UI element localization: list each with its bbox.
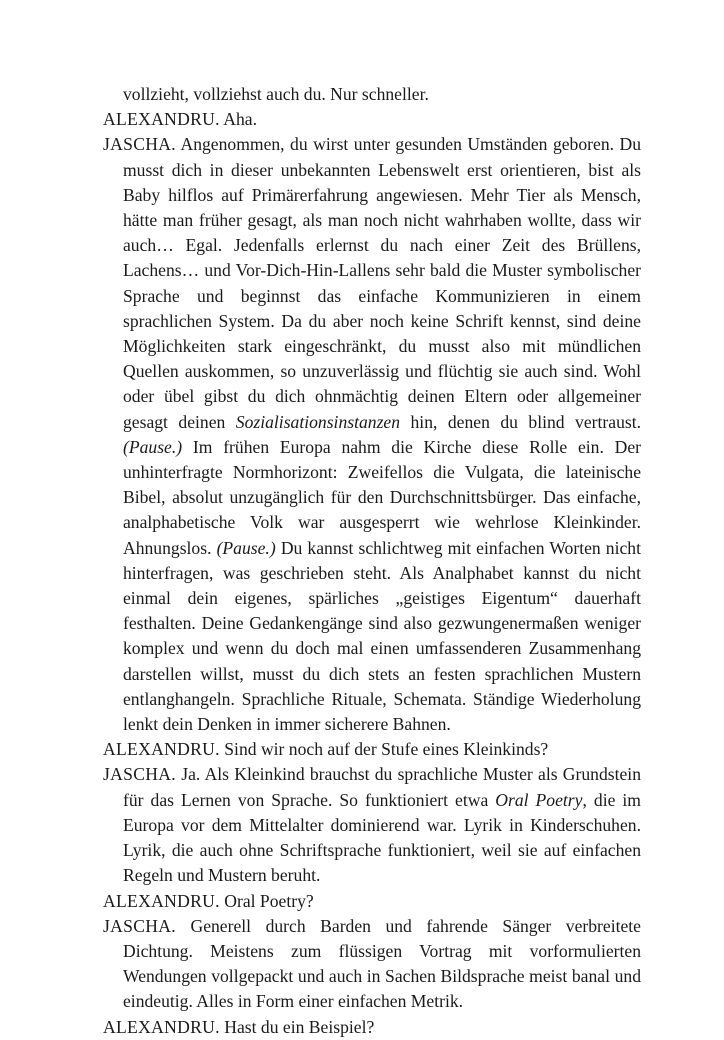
dialogue-text: , die im Europa vor dem Mittelalter dominierend war. Lyrik in Kinderschuhen. Lyrik, die auch ohne Schriftsprache funktioniert, weil sie auf einfachen Regeln und Mustern beruht.: [123, 789, 641, 886]
speaker-name: JASCHA.: [103, 134, 176, 155]
dialogue-text: Angenommen, du wirst unter gesunden Umständen geboren. Du musst dich in dieser unbekannten Lebenswelt erst orientieren, bist als Baby hilflos auf Primärerfahrung angewiesen. Mehr Tier als Mensch, hätte man früher gesagt, als man noch nicht wahrhaben wollte, dass wir auch… Egal. Jedenfalls erlernst du nach einer Zeit des Brüllens, Lachens… und Vor-Dich-Hin-Lallens sehr bald die Muster symbolischer Sprache und beginnst das einfache Kommunizieren in einem sprachlichen System. Da du aber noch keine Schrift kennst, sind deine Möglichkeiten stark eingeschränkt, du musst also mit mündlichen Quellen auskommen, so unzuverlässig und flüchtig sie auch sind. Wohl oder übel gibst du dich ohnmächtig deinen Eltern oder allgemeiner gesagt deinen: [123, 134, 641, 432]
continued-paragraph: [103, 82, 641, 107]
script-text-body: [103, 82, 641, 1040]
dialogue-text: Sind wir noch auf der Stufe eines Kleinkinds?: [219, 739, 549, 760]
dialogue-text: Aha.: [219, 109, 258, 130]
speaker-name: JASCHA.: [103, 915, 176, 936]
dialogue-text: Generell durch Barden und fahrende Sänger verbreitete Dichtung. Meistens zum flüssigen Vortrag mit vorformulierten Wendungen vollgepackt und auch in Sachen Bildsprache meist banal und eindeutig. Alles in Form einer einfachen Metrik.: [123, 915, 641, 1012]
dialogue-paragraph: [103, 1015, 641, 1040]
italic-text: (Pause.): [216, 537, 276, 558]
speaker-name: ALEXANDRU.: [103, 1016, 220, 1037]
speaker-name: ALEXANDRU.: [103, 739, 220, 760]
dialogue-paragraph: [103, 762, 641, 888]
italic-text: Sozialisationsinstanzen: [235, 411, 401, 432]
dialogue-paragraph: [103, 107, 641, 132]
dialogue-text: Ja. Als Kleinkind brauchst du sprachliche Muster als Grundstein für das Lernen von Sprache. So funktioniert etwa: [123, 764, 641, 810]
dialogue-paragraph: [103, 132, 641, 737]
dialogue-text: Im frühen Europa nahm die Kirche diese Rolle ein. Der unhinterfragte Normhorizont: Zweifellos die Vulgata, die lateinische Bibel, absolut unzugänglich für den Durchschnittsbürger. Das einfache, analphabetische Volk war ausgesperrt wie wehrlose Kleinkinder. Ahnungslos.: [123, 436, 641, 558]
speaker-name: ALEXANDRU.: [103, 890, 220, 911]
dialogue-text: hin, denen du blind vertraust.: [400, 411, 642, 432]
dialogue-text: vollzieht, vollziehst auch du. Nur schneller.: [123, 84, 429, 104]
dialogue-paragraph: [103, 914, 641, 1015]
speaker-name: JASCHA.: [103, 764, 176, 785]
italic-text: Oral Poetry: [495, 789, 583, 810]
dialogue-paragraph: [103, 737, 641, 762]
speaker-name: ALEXANDRU.: [103, 109, 220, 130]
dialogue-text: Hast du ein Beispiel?: [219, 1016, 375, 1037]
italic-text: (Pause.): [123, 436, 183, 457]
dialogue-text: Du kannst schlichtweg mit einfachen Worten nicht hinterfragen, was geschrieben steht. Als Analphabet kannst du nicht einmal dein eigenes, spärliches „geistiges Eigentum“ dauerhaft festhalten. Deine Gedankengänge sind also gezwungenermaßen weniger komplex und wenn du doch mal einen umfassenderen Zusammenhang darstellen willst, musst du dich stets an festen sprachlichen Mustern entlanghangeln. Sprachliche Rituale, Schemata. Ständige Wiederholung lenkt dein Denken in immer sicherere Bahnen.: [123, 537, 641, 735]
dialogue-paragraph: [103, 889, 641, 914]
dialogue-text: Oral Poetry?: [219, 890, 314, 911]
